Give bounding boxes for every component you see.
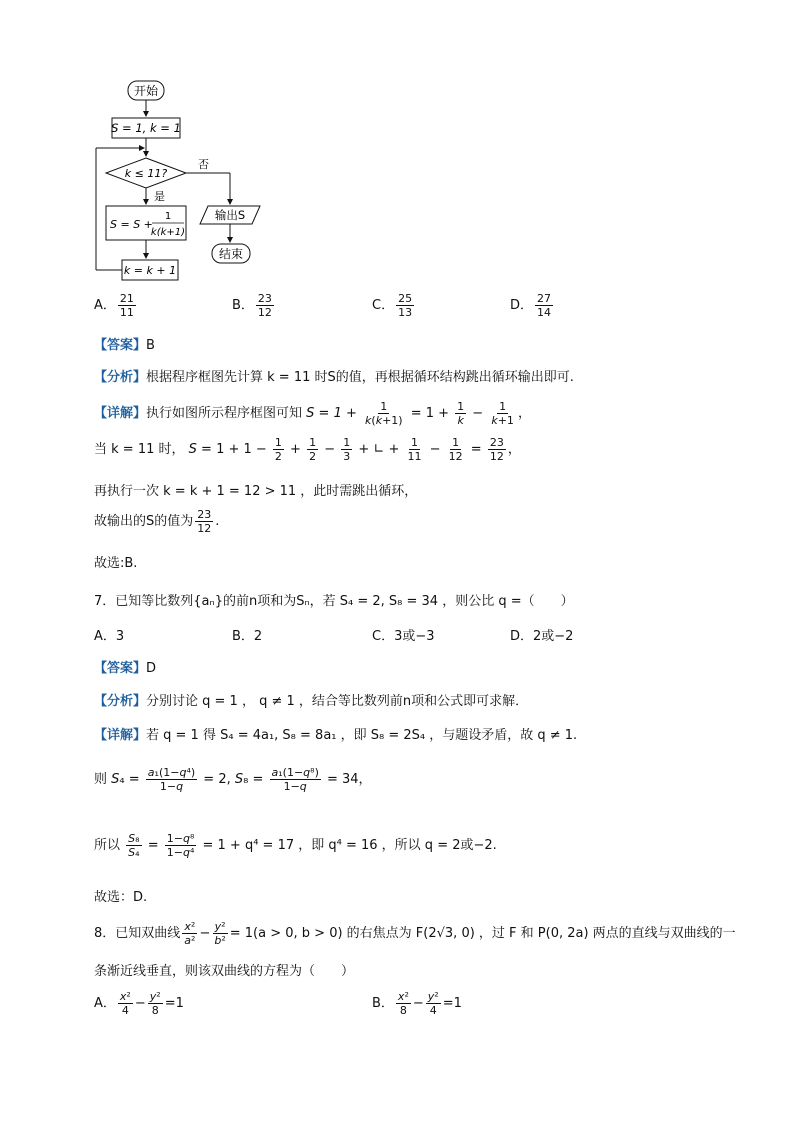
answer-value: D bbox=[146, 661, 157, 676]
q8-option-a: A． $\frac{\text{x²}}{4}$ − $\frac{\text{y²}}{8}$ =1 bbox=[94, 990, 184, 1017]
q6-answer bbox=[94, 334, 155, 353]
body-left: S = S + bbox=[110, 218, 153, 231]
q6-option-a bbox=[94, 292, 138, 319]
q6-analysis bbox=[94, 366, 574, 385]
q8-stem-1: 8．已知双曲线 $\frac{\text{x²}}{\text{a²}}$ − $\frac{\text{y²}}{\text{b²}}$ = 1(a > 0, b > 0) 的右焦点为 F(2√3, 0) ，过 F 和 P(0, 2a) 两点的直线与双曲线的一 bbox=[94, 920, 736, 947]
q6-detail-2: 当 k = 11 时， S = 1 + 1 − $\frac{1}{2}$ + $\frac{1}{2}$ − $\frac{1}{3}$ + ∟ + $\frac{1}{11}$ − $\frac{1}{12}$ = $\frac{23}{12}$ ， bbox=[94, 436, 521, 463]
init-label: S = 1, k = 1 bbox=[111, 121, 181, 135]
q7-conclusion: 故选：D. bbox=[94, 890, 148, 905]
fraction-den: 11 bbox=[119, 306, 134, 319]
answer-value: B bbox=[146, 338, 155, 353]
q7-detail-2: 则 S₄ = $\frac{\text{a₁(1−q⁴)}}{1-q}$ = 2, S₈ = $\frac{\text{a₁(1−q⁸)}}{1-q}$ = 34， bbox=[94, 766, 372, 793]
detail-text: = 1 + q⁴ = 17 ，即 q⁴ = 16 ，所以 q = 2或−2. bbox=[202, 838, 497, 853]
end-label: 结束 bbox=[218, 247, 244, 261]
q7-analysis bbox=[94, 690, 528, 709]
stem-text: 8．已知双曲线 bbox=[94, 926, 181, 941]
fraction-num: 25 bbox=[398, 292, 413, 305]
option-fraction bbox=[118, 292, 136, 319]
yes-label: 是 bbox=[154, 190, 165, 203]
option-fraction bbox=[256, 292, 274, 319]
incr-label: k = k + 1 bbox=[123, 264, 177, 277]
q7-stem: 7．已知等比数列{aₙ}的前n项和为Sₙ，若 S₄ = 2, S₈ = 34 ，则公比 q =（ ） bbox=[94, 594, 574, 609]
q6-option-c bbox=[372, 292, 416, 319]
formula-s: S = 1 + bbox=[306, 406, 362, 421]
detail-tag: 【详解】 bbox=[94, 406, 147, 421]
option-letter: B． bbox=[372, 996, 394, 1011]
q6-option-d bbox=[510, 292, 555, 319]
q6-conclusion: 故选:B. bbox=[94, 556, 138, 571]
detail-tag: 【详解】 bbox=[94, 728, 147, 743]
flowchart bbox=[90, 76, 270, 286]
q7-detail-3: 所以 $\frac{\text{S₈}}{\text{S₄}}$ = $\frac{\text{1−q⁸}}{\text{1−q⁴}}$ = 1 + q⁴ = 17 ，即 q⁴ = 16 ，所以 q = 2或−2. bbox=[94, 832, 497, 859]
option-letter: D． bbox=[510, 298, 534, 313]
analysis-tag: 【分析】 bbox=[94, 370, 147, 385]
q7-answer bbox=[94, 657, 156, 676]
condition-label: k ≤ 11? bbox=[124, 167, 168, 180]
fraction: $\frac{1}{k}$ bbox=[457, 400, 465, 427]
q7-option-b: B．2 bbox=[232, 629, 263, 644]
analysis-tag: 【分析】 bbox=[94, 694, 147, 709]
q6-detail-1: 【详解】执行如图所示程序框图可知 S = 1 + $\frac{1}{k(k+1)}$ = 1 + $\frac{1}{k}$ − $\frac{1}{k+1}$ ， bbox=[94, 400, 531, 427]
fraction: $\frac{1}{k(k+1)}$ bbox=[365, 400, 403, 427]
fraction-den: 14 bbox=[537, 306, 552, 319]
start-label: 开始 bbox=[133, 84, 159, 98]
fraction-num: 27 bbox=[537, 292, 552, 305]
detail-text: 执行如图所示程序框图可知 bbox=[146, 406, 303, 421]
option-fraction bbox=[535, 292, 553, 319]
answer-tag: 【答案】 bbox=[94, 661, 147, 676]
option-letter: C． bbox=[372, 298, 395, 313]
detail-text: 所以 bbox=[94, 838, 121, 853]
fraction-den: 8 bbox=[399, 1004, 407, 1017]
q7-detail-1 bbox=[94, 724, 577, 743]
detail-text: 若 q = 1 得 S₄ = 4a₁, S₈ = 8a₁ ，即 S₈ = 2S₄ ，与题设矛盾，故 q ≠ 1. bbox=[146, 728, 578, 743]
q7-option-d: D．2或−2 bbox=[510, 629, 574, 644]
detail-text: 当 k = 11 时， bbox=[94, 442, 185, 457]
q8-stem-2: 条渐近线垂直，则该双曲线的方程为（ ） bbox=[94, 964, 355, 979]
detail-text: 故输出的S的值为 bbox=[94, 514, 194, 529]
analysis-text: 分别讨论 q = 1 ， q ≠ 1 ，结合等比数列前n项和公式即可求解． bbox=[146, 694, 529, 709]
fraction-den: 12 bbox=[257, 306, 272, 319]
q6-detail-3: 再执行一次 k = k + 1 = 12 > 11 ，此时需跳出循环， bbox=[94, 484, 418, 499]
q6-detail-4: 故输出的S的值为 $\frac{23}{12}$ . bbox=[94, 508, 220, 535]
fraction-num: 21 bbox=[119, 292, 134, 305]
q6-option-b bbox=[232, 292, 276, 319]
q7-option-c: C．3或−3 bbox=[372, 629, 435, 644]
fraction-den: 4 bbox=[429, 1004, 437, 1017]
option-fraction bbox=[396, 292, 414, 319]
body-den: k(k+1) bbox=[150, 227, 186, 238]
option-letter: B． bbox=[232, 298, 254, 313]
output-label: 输出S bbox=[214, 208, 246, 222]
fraction-den: 4 bbox=[121, 1004, 129, 1017]
fraction-num: 23 bbox=[257, 292, 272, 305]
option-letter: A． bbox=[94, 298, 116, 313]
no-label: 否 bbox=[198, 158, 209, 171]
option-letter: A． bbox=[94, 996, 116, 1011]
fraction-den: 8 bbox=[151, 1004, 159, 1017]
answer-tag: 【答案】 bbox=[94, 338, 147, 353]
q7-option-a: A．3 bbox=[94, 629, 125, 644]
fraction: $\frac{1}{k+1}$ bbox=[491, 400, 514, 427]
fraction-den: 13 bbox=[398, 306, 413, 319]
q8-option-b: B． $\frac{\text{x²}}{8}$ − $\frac{\text{y²}}{4}$ =1 bbox=[372, 990, 462, 1017]
analysis-text: 根据程序框图先计算 k = 11 时S的值，再根据循环结构跳出循环输出即可. bbox=[146, 370, 574, 385]
stem-text: = 1(a > 0, b > 0) 的右焦点为 F(2√3, 0) ，过 F 和 P(0, 2a) 两点的直线与双曲线的一 bbox=[229, 926, 736, 941]
detail-text: 则 bbox=[94, 772, 108, 787]
body-num: 1 bbox=[164, 211, 172, 222]
